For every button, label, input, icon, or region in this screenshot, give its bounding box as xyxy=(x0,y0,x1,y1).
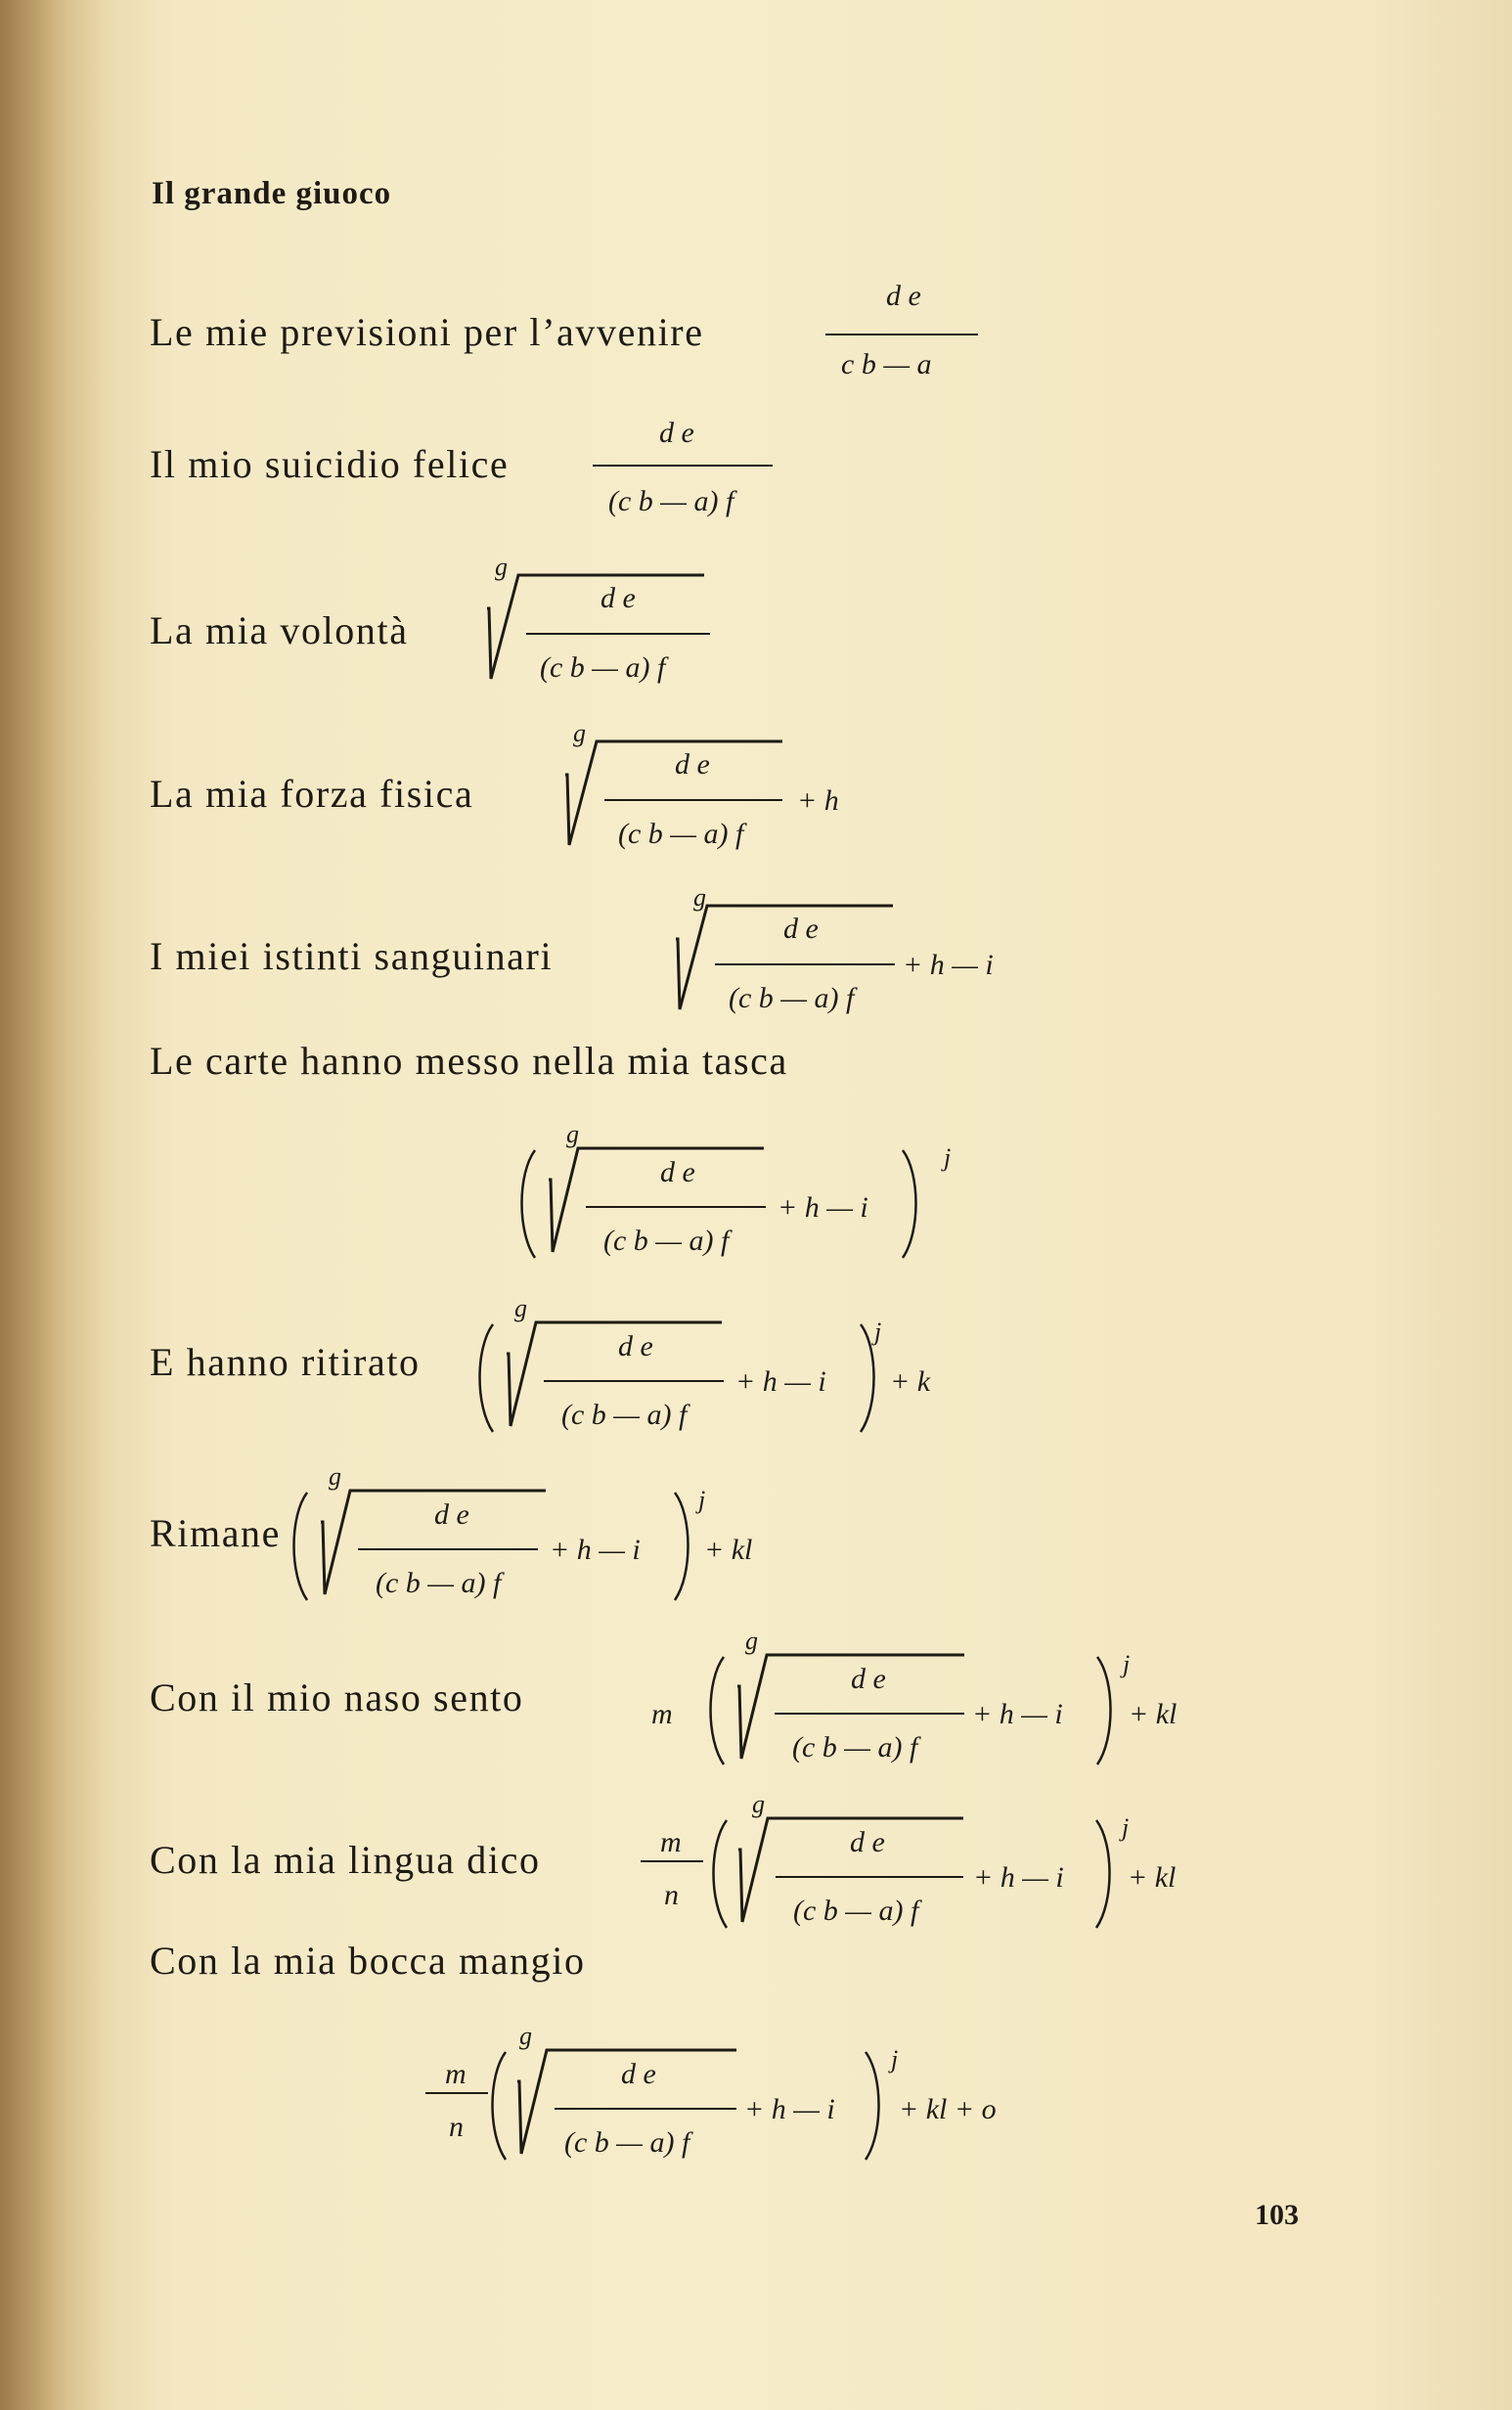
left-paren xyxy=(522,1150,536,1258)
factor-m: m xyxy=(651,1698,673,1730)
root-index: g xyxy=(514,1294,527,1322)
formula-3 xyxy=(479,548,734,694)
right-paren xyxy=(675,1493,689,1600)
root-index: g xyxy=(519,2022,532,2050)
numerator: d e xyxy=(850,1826,885,1858)
term-plus-k: + k xyxy=(890,1365,931,1398)
root-index: g xyxy=(745,1627,758,1655)
root-index: g xyxy=(752,1790,765,1818)
exponent: j xyxy=(874,1317,882,1346)
right-paren xyxy=(903,1150,916,1258)
formula-9 xyxy=(645,1622,1213,1783)
running-header: Il grande giuoco xyxy=(152,176,392,211)
line-naso: Con il mio naso sento xyxy=(150,1675,524,1719)
denominator: (c b — a) f xyxy=(561,1399,688,1431)
left-paren xyxy=(714,1820,728,1928)
term-plus-kl: + kl xyxy=(1128,1861,1177,1894)
term-plus-h-minus-i: + h — i xyxy=(973,1861,1064,1894)
denominator: (c b — a) f xyxy=(608,485,734,517)
root-index: g xyxy=(329,1462,341,1491)
exponent: j xyxy=(1123,1650,1131,1678)
right-paren xyxy=(1096,1820,1110,1928)
left-paren xyxy=(294,1493,308,1600)
line-volonta: La mia volontà xyxy=(150,608,409,652)
right-paren xyxy=(861,1324,874,1432)
line-ritirato: E hanno ritirato xyxy=(150,1340,421,1384)
line-bocca: Con la mia bocca mangio xyxy=(150,1939,586,1983)
denominator: (c b — a) f xyxy=(564,2126,690,2159)
term-plus-h-minus-i: + h — i xyxy=(744,2093,835,2125)
term-plus-h-minus-i: + h — i xyxy=(972,1698,1063,1730)
left-paren xyxy=(493,2052,507,2160)
root-index: g xyxy=(495,553,508,581)
page-number: 103 xyxy=(1255,2199,1299,2231)
term-plus-h-minus-i: + h — i xyxy=(735,1365,826,1398)
line-rimane: Rimane xyxy=(150,1511,282,1555)
formula-4 xyxy=(557,714,880,861)
numerator: d e xyxy=(675,748,710,781)
line-lingua: Con la mia lingua dico xyxy=(150,1838,541,1882)
exponent: j xyxy=(698,1486,706,1514)
root-index: g xyxy=(566,1120,579,1148)
term-plus-h-minus-i: + h — i xyxy=(550,1534,641,1566)
right-paren xyxy=(1097,1657,1111,1764)
numerator: d e xyxy=(621,2058,656,2090)
numerator: d e xyxy=(886,280,921,312)
denominator: (c b — a) f xyxy=(540,651,666,684)
book-spine-shadow xyxy=(0,0,108,2410)
line-previsioni: Le mie previsioni per l’avvenire xyxy=(150,310,704,354)
line-istinti: I miei istinti sanguinari xyxy=(150,934,554,978)
formula-5 xyxy=(668,878,1049,1025)
root-index: g xyxy=(693,883,706,912)
formula-1 xyxy=(822,280,998,401)
root-index: g xyxy=(573,719,586,747)
denominator: (c b — a) f xyxy=(792,1731,918,1763)
formula-10 xyxy=(641,1785,1213,1946)
denominator: (c b — a) f xyxy=(376,1567,502,1599)
term-plus-h-minus-i: + h — i xyxy=(778,1191,868,1224)
line-suicidio: Il mio suicidio felice xyxy=(150,442,510,486)
exponent: j xyxy=(1122,1813,1130,1842)
formula-11 xyxy=(425,2017,1051,2178)
formula-7 xyxy=(479,1289,988,1450)
line-carte: Le carte hanno messo nella mia tasca xyxy=(150,1039,788,1083)
numerator: d e xyxy=(600,582,636,614)
denominator: (c b — a) f xyxy=(603,1225,730,1257)
fraction-m: m xyxy=(660,1826,682,1858)
term-plus-kl-plus-o: + kl + o xyxy=(899,2093,997,2125)
denominator: (c b — a) f xyxy=(793,1895,919,1927)
exponent: j xyxy=(891,2045,899,2074)
numerator: d e xyxy=(660,1156,695,1188)
fraction-m: m xyxy=(445,2058,467,2090)
denominator: c b — a xyxy=(841,348,932,380)
exponent: j xyxy=(944,1143,952,1172)
line-forza: La mia forza fisica xyxy=(150,772,474,816)
formula-8 xyxy=(293,1457,802,1619)
term-plus-h-minus-i: + h — i xyxy=(903,949,994,981)
denominator: (c b — a) f xyxy=(729,982,855,1014)
numerator: d e xyxy=(434,1498,469,1531)
left-paren xyxy=(711,1657,725,1764)
term-plus-kl: + kl xyxy=(704,1534,753,1566)
left-paren xyxy=(480,1324,494,1432)
term-plus-kl: + kl xyxy=(1129,1698,1178,1730)
term-plus-h: + h xyxy=(797,784,839,817)
numerator: d e xyxy=(783,913,819,945)
right-paren xyxy=(866,2052,879,2160)
formula-6 xyxy=(521,1115,981,1276)
fraction-n: n xyxy=(449,2111,464,2143)
fraction-n: n xyxy=(664,1879,679,1911)
numerator: d e xyxy=(618,1330,653,1362)
numerator: d e xyxy=(851,1663,886,1695)
denominator: (c b — a) f xyxy=(618,818,744,850)
numerator: d e xyxy=(659,417,694,449)
formula-2 xyxy=(591,411,806,528)
